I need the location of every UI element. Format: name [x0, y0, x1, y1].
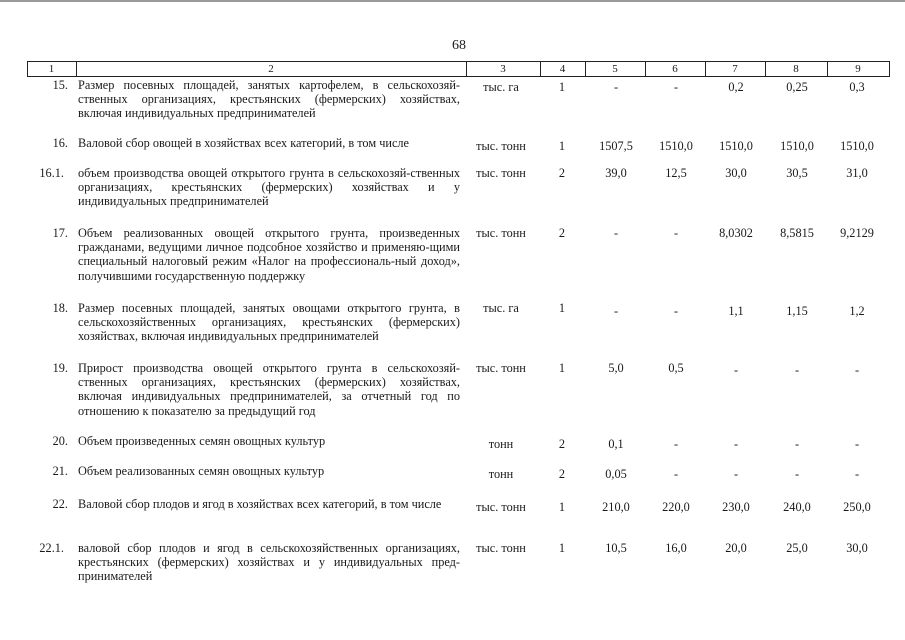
row-col-9: 9,2129	[840, 226, 874, 240]
row-unit: тонн	[488, 437, 514, 451]
header-cell-7: 7	[732, 63, 738, 75]
row-col-8: -	[794, 467, 800, 481]
row-col-5: 0,1	[608, 437, 624, 451]
row-col-5: 210,0	[602, 500, 630, 514]
row-col-4: 1	[558, 500, 566, 514]
row-unit: тыс. га	[483, 301, 519, 315]
row-col-4: 2	[558, 226, 566, 240]
header-cell-5: 5	[612, 63, 618, 75]
header-cell-3: 3	[500, 63, 506, 75]
row-col-6: -	[673, 467, 679, 481]
scan-top-edge	[0, 0, 905, 2]
row-col-7: -	[733, 467, 739, 481]
row-unit: тыс. тонн	[476, 541, 526, 555]
row-col-9: 0,3	[849, 80, 865, 94]
row-number: 22.1.	[39, 541, 64, 555]
row-col-7: -	[733, 437, 739, 451]
row-col-9: -	[854, 437, 860, 451]
row-col-8: -	[794, 437, 800, 451]
row-col-9: 31,0	[846, 166, 868, 180]
row-col-7: 20,0	[725, 541, 747, 555]
header-cell-2: 2	[268, 63, 274, 75]
row-col-4: 1	[558, 80, 566, 94]
row-col-6: -	[673, 304, 679, 318]
row-number: 21.	[52, 464, 68, 478]
row-col-6: -	[673, 226, 679, 240]
row-col-8: 0,25	[786, 80, 808, 94]
row-col-7: 1,1	[728, 304, 744, 318]
row-col-6: 1510,0	[659, 139, 693, 153]
row-col-8: 8,5815	[780, 226, 814, 240]
row-col-4: 1	[558, 301, 566, 315]
row-col-4: 2	[558, 437, 566, 451]
row-col-4: 2	[558, 166, 566, 180]
row-col-4: 1	[558, 541, 566, 555]
row-number: 16.1.	[39, 166, 64, 180]
row-indicator-text: Прирост производства овощей открытого грунта в сельскохозяй-ственных организациях, крестьянских (фермерских) хозяйствах, включая индивидуальных предпринимателей, за отчетный год по отношению к показателю за предыдущий год	[78, 361, 460, 418]
row-col-5: -	[613, 226, 619, 240]
row-indicator-text: объем производства овощей открытого грунта в сельскохозяй-ственных организациях, крестьянских (фермерских) хозяйствах и у индивидуальных предпринимателей	[78, 166, 460, 209]
row-col-6: 0,5	[668, 361, 684, 375]
row-col-7: 30,0	[725, 166, 747, 180]
row-number: 17.	[52, 226, 68, 240]
row-col-5: 10,5	[605, 541, 627, 555]
row-col-9: 250,0	[843, 500, 871, 514]
row-unit: тыс. тонн	[476, 226, 526, 240]
row-col-4: 2	[558, 467, 566, 481]
header-cell-1: 1	[48, 63, 55, 75]
row-col-5: -	[613, 80, 619, 94]
row-number: 16.	[52, 136, 68, 150]
row-col-8: 1510,0	[780, 139, 814, 153]
row-col-4: 1	[558, 139, 566, 153]
row-unit: тыс. тонн	[476, 139, 526, 153]
row-col-6: -	[673, 80, 679, 94]
row-indicator-text: Объем реализованных овощей открытого грунта, произведенных гражданами, ведущими личное подсобное хозяйство и применяю-щими специальный налоговый режим «Налог на профессиональ-ный доход», получившими государственную поддержку	[78, 226, 460, 283]
row-col-5: 1507,5	[599, 139, 633, 153]
row-indicator-text: Размер посевных площадей, занятых картофелем, в сельскохозяй-ственных организациях, крестьянских (фермерских) хозяйствах, включая индивидуальных предпринимателей	[78, 78, 460, 121]
header-bottom-rule	[27, 76, 890, 77]
row-unit: тыс. тонн	[476, 166, 526, 180]
row-col-9: 1510,0	[840, 139, 874, 153]
row-indicator-text: Объем реализованных семян овощных культур	[78, 464, 325, 478]
header-cell-4: 4	[559, 63, 566, 75]
row-unit: тыс. тонн	[476, 500, 526, 514]
row-col-7: 230,0	[722, 500, 750, 514]
row-indicator-text: Валовой сбор овощей в хозяйствах всех категорий, в том числе	[78, 136, 410, 150]
row-col-9: -	[854, 467, 860, 481]
row-col-5: 39,0	[605, 166, 627, 180]
row-col-5: -	[613, 304, 619, 318]
row-col-6: 12,5	[665, 166, 687, 180]
row-indicator-text: валовой сбор плодов и ягод в сельскохозяйственных организациях, крестьянских (фермерских) хозяйствах и у индивидуальных пред-принимателей	[78, 541, 460, 584]
row-col-8: 1,15	[786, 304, 808, 318]
header-cell-9: 9	[855, 63, 861, 75]
row-col-6: 220,0	[662, 500, 690, 514]
row-col-8: 25,0	[786, 541, 808, 555]
row-indicator-text: Размер посевных площадей, занятых овощами открытого грунта, в сельскохозяйственных организациях, крестьянских (фермерских) хозяйствах, включая индивидуальных предпринимателей	[78, 301, 460, 344]
header-cell-6: 6	[672, 63, 678, 75]
row-col-4: 1	[558, 361, 566, 375]
row-col-9: -	[854, 363, 860, 377]
row-col-9: 1,2	[849, 304, 865, 318]
row-col-9: 30,0	[846, 541, 868, 555]
row-col-7: -	[733, 363, 739, 377]
row-col-8: 240,0	[783, 500, 811, 514]
row-indicator-text: Валовой сбор плодов и ягод в хозяйствах всех категорий, в том числе	[78, 497, 442, 511]
row-unit: тыс. га	[483, 80, 519, 94]
row-col-7: 1510,0	[719, 139, 753, 153]
row-col-6: -	[673, 437, 679, 451]
row-number: 22.	[52, 497, 68, 511]
row-number: 18.	[52, 301, 68, 315]
header-cell-8: 8	[793, 63, 799, 75]
row-indicator-text: Объем произведенных семян овощных культур	[78, 434, 326, 448]
row-col-8: -	[794, 363, 800, 377]
row-col-8: 30,5	[786, 166, 808, 180]
row-col-7: 8,0302	[719, 226, 753, 240]
row-col-6: 16,0	[665, 541, 687, 555]
row-number: 15.	[52, 78, 68, 92]
header-divider	[889, 61, 890, 77]
row-number: 19.	[52, 361, 68, 375]
row-col-7: 0,2	[728, 80, 744, 94]
row-unit: тонн	[488, 467, 514, 481]
row-col-5: 5,0	[608, 361, 624, 375]
row-col-5: 0,05	[605, 467, 627, 481]
page-number: 68	[452, 38, 466, 53]
row-unit: тыс. тонн	[476, 361, 526, 375]
row-number: 20.	[52, 434, 68, 448]
